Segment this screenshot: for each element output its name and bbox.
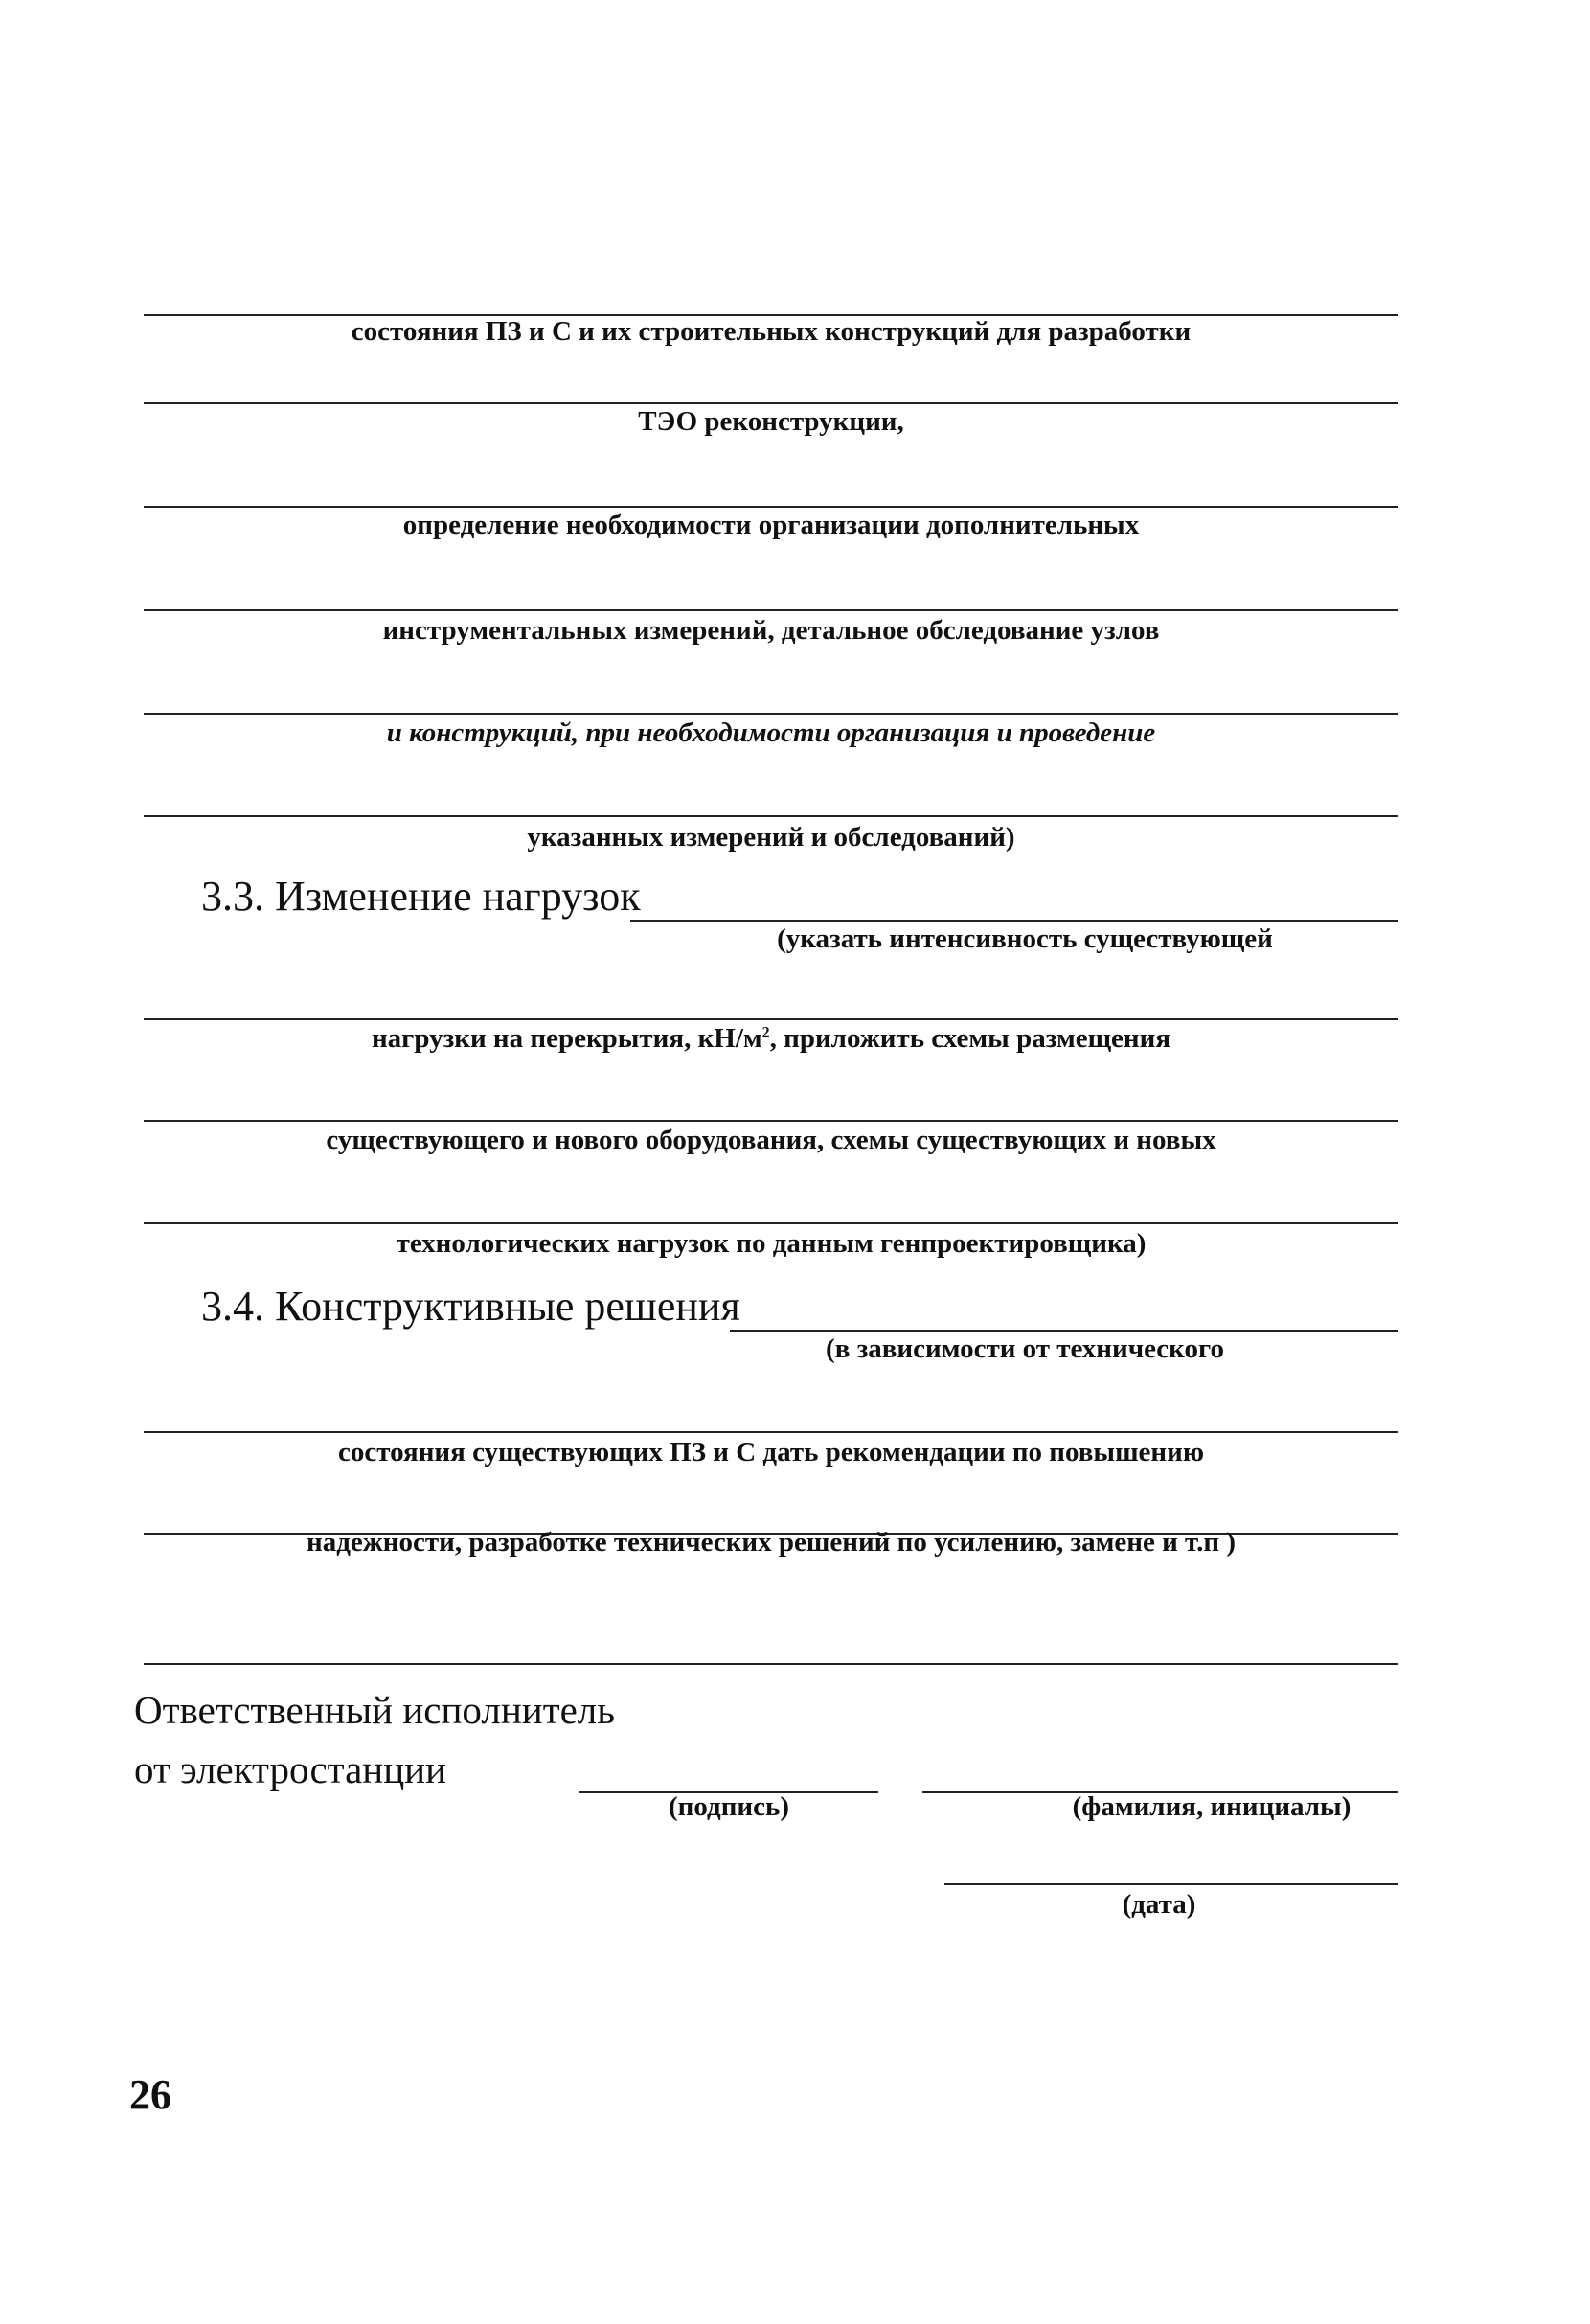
fill-line: [144, 1431, 1398, 1433]
page-number: 26: [129, 2071, 171, 2118]
signature-caption: (подпись): [669, 1791, 789, 1822]
caption-line: (указать интенсивность существующей: [777, 923, 1273, 954]
caption-line: состояния существующих ПЗ и С дать рекомендации по повышению: [337, 1437, 1205, 1468]
fill-line: [144, 1222, 1398, 1224]
fill-line: [144, 713, 1398, 715]
responsible-label: Ответственный исполнитель: [134, 1688, 615, 1732]
caption-line: указанных измерений и обследований): [527, 822, 1015, 853]
fill-line: [144, 609, 1398, 611]
caption-line: (в зависимости от технического: [826, 1333, 1224, 1364]
fill-line: [144, 1120, 1398, 1122]
caption-line: нагрузки на перекрытия, $кН/м^2$, приложить схемы размещения: [371, 1023, 1171, 1054]
caption-line: надежности, разработке технических решений по усилению, замене и т.п ): [307, 1527, 1236, 1558]
fill-line: [144, 1018, 1398, 1020]
caption-line: инструментальных измерений, детальное обследование узлов: [382, 615, 1160, 646]
section-3-3-heading: 3.3. Изменение нагрузок: [201, 873, 641, 920]
caption-line: определение необходимости организации дополнительных: [402, 510, 1140, 540]
caption-line: ТЭО реконструкции,: [638, 406, 904, 437]
date-line: [944, 1883, 1398, 1885]
section-3-4-heading: 3.4. Конструктивные решения: [201, 1283, 740, 1330]
caption-line: технологических нагрузок по данным генпроектировщика): [396, 1228, 1147, 1259]
fill-line: [144, 815, 1398, 817]
name-caption: (фамилия, инициалы): [1072, 1791, 1352, 1822]
date-caption: (дата): [1122, 1889, 1196, 1920]
caption-line: и конструкций, при необходимости организация и проведение: [386, 718, 1156, 748]
caption-line: состояния ПЗ и С и их строительных конструкций для разработки: [351, 316, 1192, 347]
responsible-org-label: от электростанции: [134, 1747, 447, 1791]
caption-line: существующего и нового оборудования, схемы существующих и новых: [326, 1125, 1216, 1155]
fill-line: [144, 1663, 1398, 1665]
